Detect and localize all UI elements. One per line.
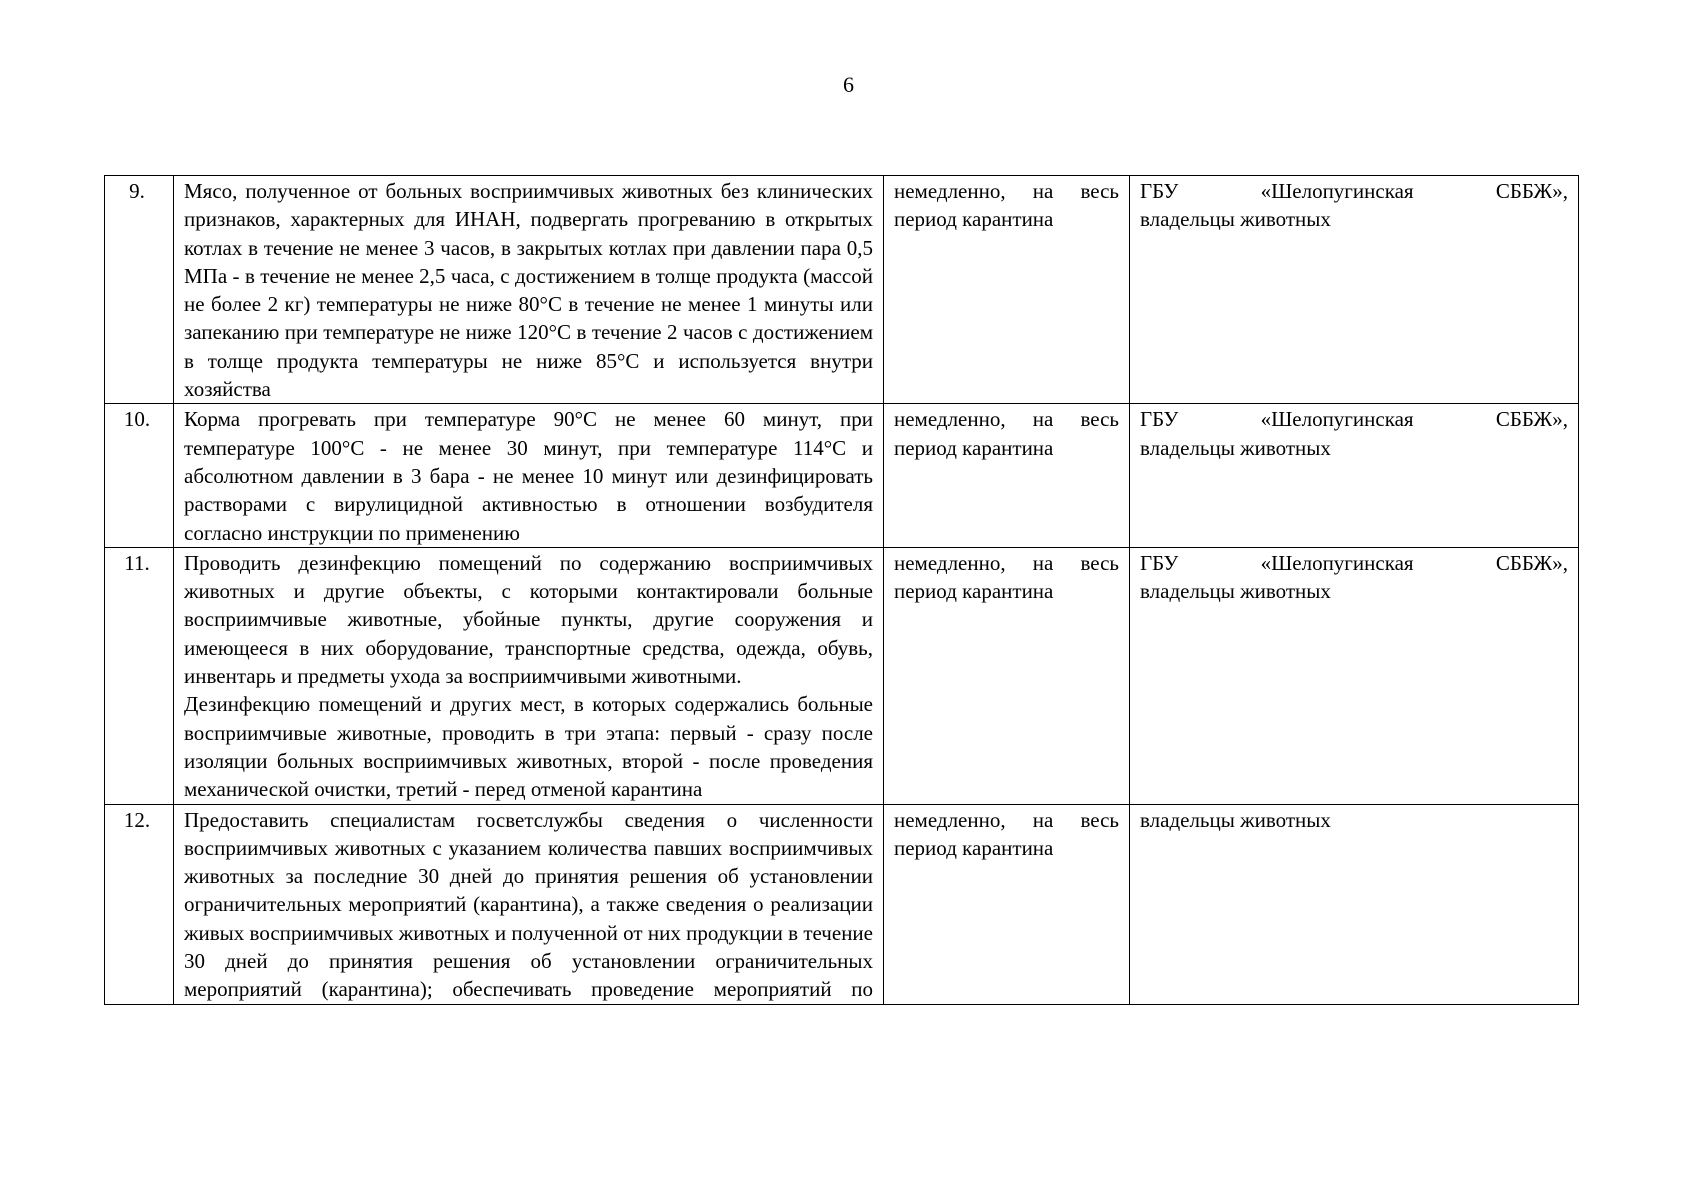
deadline-cell: немедленно, на весь период карантина (884, 404, 1130, 547)
deadline-cell: немедленно, на весь период карантина (884, 547, 1130, 804)
measure-paragraph: Корма прогревать при температуре 90°С не менее 60 минут, при температуре 100°С - не менее 30 минут, при температуре 114°С и абсолютном давлении в 3 бара - не менее 10 минут или дезинфицировать растворами с вирулицидной активностью в отношении возбудителя согласно инструкции по применению (184, 407, 873, 545)
responsible-organization: ГБУ «Шелопугинская СББЖ», (1140, 407, 1568, 432)
row-number: 9. (105, 176, 174, 404)
responsible-cell (1130, 404, 1579, 547)
measure-text (174, 804, 884, 1004)
row-number: 11. (105, 547, 174, 804)
responsible-organization: ГБУ «Шелопугинская СББЖ», (1140, 550, 1568, 575)
deadline-cell: немедленно, на весь период карантина (884, 176, 1130, 404)
page-number: 6 (843, 72, 854, 97)
responsible-owners: владельцы животных (1140, 435, 1331, 460)
responsible-organization: ГБУ «Шелопугинская СББЖ», (1140, 179, 1568, 203)
responsible-owners: владельцы животных (1140, 579, 1331, 604)
measure-paragraph: Предоставить специалистам госветслужбы сведения о численности восприимчивых животных с указанием количества павших восприимчивых животных за последние 30 дней до принятия решения об установлении ограничительных мероприятий (карантина), а также сведения о реализации живых восприимчивых животных и полученной от них продукции в течение 30 дней до принятия решения об установлении ограничительных мероприятий (карантина); обеспечивать проведение мероприятий по (184, 807, 873, 1002)
measure-text (174, 176, 884, 404)
measure-text (174, 547, 884, 804)
measure-paragraph: Мясо, полученное от больных восприимчивых животных без клинических признаков, характерных для ИНАН, подвергать прогреванию в открытых котлах в течение не менее 3 часов, в закрытых котлах при давлении пара 0,5 МПа - в течение не менее 2,5 часа, с достижением в толще продукта (массой не более 2 кг) температуры не ниже 80°С в течение не менее 1 минуты или запеканию при температуре не ниже 120°С в течение 2 часов с достижением в толще продукта температуры не ниже 85°С и используется внутри хозяйства (184, 179, 873, 402)
table-row (105, 404, 1579, 547)
table-row (105, 176, 1579, 404)
table-row (105, 547, 1579, 804)
measure-paragraph: Дезинфекцию помещений и других мест, в которых содержались больные восприимчивые животные, проводить в три этапа: первый - сразу после изоляции больных восприимчивых животных, второй - после проведения механической очистки, третий - перед отменой карантина (184, 692, 873, 802)
responsible-owners: владельцы животных (1140, 207, 1331, 232)
row-number: 12. (105, 804, 174, 1004)
responsible-cell (1130, 176, 1579, 404)
responsible-owners: владельцы животных (1140, 807, 1331, 832)
responsible-cell (1130, 547, 1579, 804)
deadline-cell: немедленно, на весь период карантина (884, 804, 1130, 1004)
responsible-cell (1130, 804, 1579, 1004)
table-row (105, 804, 1579, 1004)
measures-table (104, 175, 1579, 1005)
measure-text (174, 404, 884, 547)
row-number: 10. (105, 404, 174, 547)
measure-paragraph: Проводить дезинфекцию помещений по содержанию восприимчивых животных и другие объекты, с которыми контактировали больные восприимчивые животные, убойные пункты, другие сооружения и имеющееся в них оборудование, транспортные средства, одежда, обувь, инвентарь и предметы ухода за восприимчивыми животными. (184, 550, 873, 689)
